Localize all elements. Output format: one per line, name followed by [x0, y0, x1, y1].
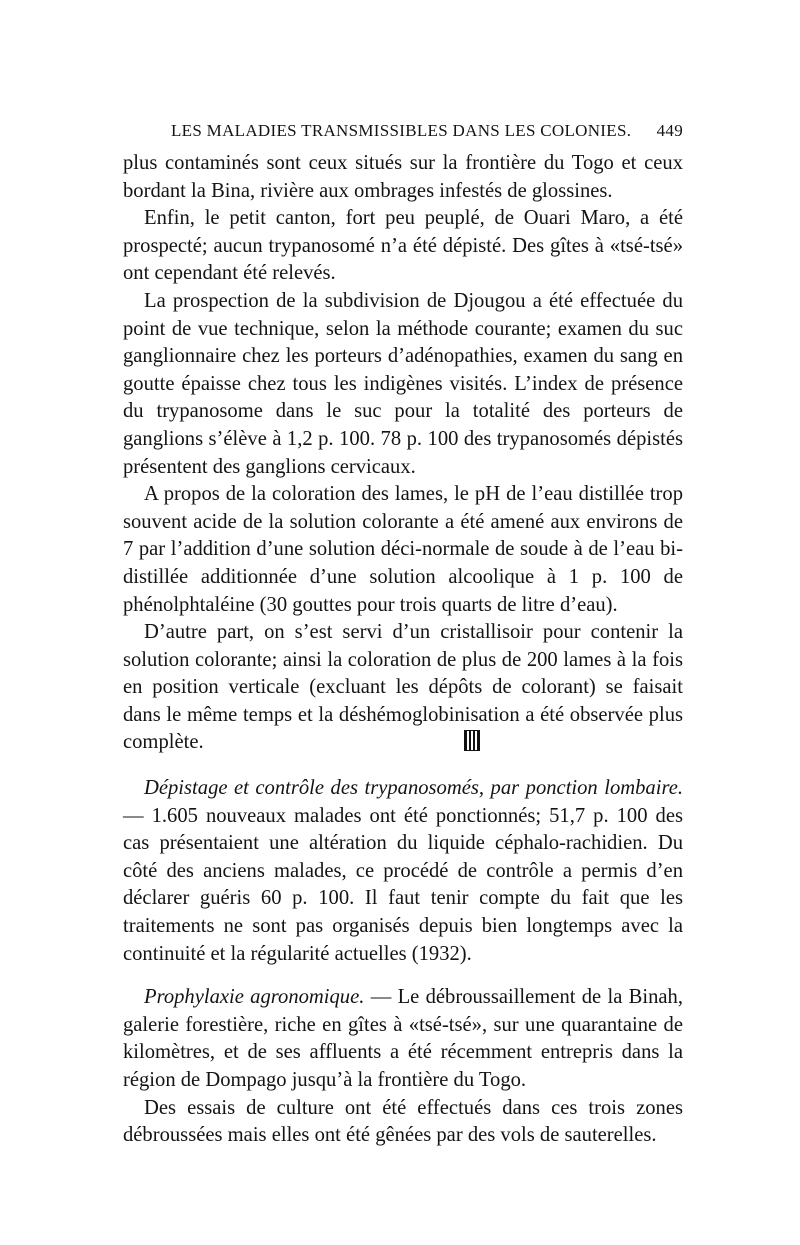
paragraph-prophylaxie — [123, 984, 683, 1094]
running-header — [123, 116, 683, 146]
paragraph-ponction-text: — 1.605 nouveaux malades ont été ponctionnés; 51,7 p. 100 des cas présentaient une altération du liquide céphalo-rachidien. Du côté des anciens malades, ce procédé de contrôle a permis d’en déclarer guéris 60 p. 100. Il faut tenir compte du fait que les traitements ne sont pas organisés depuis bien longtemps avec la continuité et la régularité actuelles (1932). — [123, 804, 683, 965]
body-text — [123, 150, 683, 1150]
running-title: LES MALADIES TRANSMISSIBLES DANS LES COLONIES. — [171, 121, 632, 140]
paragraph-cristallisoir — [123, 619, 683, 757]
paragraph-djougou-prospection: La prospection de la subdivision de Djougou a été effectuée du point de vue technique, selon la méthode courante; examen du suc ganglionnaire chez les porteurs d’adénopathies, examen du sang en goutte épaisse chez tous les indigènes visités. L’index de présence du trypanosome dans le suc pour la totalité des porteurs de ganglions s’élève à 1,2 p. 100. 78 p. 100 des trypanosomés dépistés présentent des ganglions cervicaux. — [123, 289, 683, 478]
paragraph-coloration-lames: A propos de la coloration des lames, le pH de l’eau distillée trop souvent acide de la solution colorante a été amené aux environs de 7 par l’addition d’une solution déci-normale de soude à de l’eau bi-distillée additionnée d’une solution alcoolique à 1 p. 100 de phénolphtaléine (30 gouttes pour trois quarts de litre d’eau). — [123, 483, 683, 616]
printer-mark-icon — [464, 730, 480, 751]
paragraph-ouari-maro: Enfin, le petit canton, fort peu peuplé, de Ouari Maro, a été prospecté; aucun trypanosomé n’a été dépisté. Des gîtes à «tsé-tsé» ont cependant été relevés. — [123, 207, 683, 285]
paragraph-cristallisoir-text: D’autre part, on s’est servi d’un cristallisoir pour contenir la solution colorante; ainsi la coloration de plus de 200 lames à la fois en position verticale (excluant les dépôts de colorant) se faisait dans le même temps et la déshémoglobinisation a été observée plus complète. — [123, 621, 683, 754]
paragraph-prophylaxie-text: — Le débroussaillement de la Binah, galerie forestière, riche en gîtes à «tsé-tsé», sur une quarantaine de kilomètres, et de ses affluents a été récemment entrepris dans la région de Dompago jusqu’à la frontière du Togo. — [123, 986, 683, 1091]
page-number: 449 — [656, 121, 683, 140]
section-heading-prophylaxie: Prophylaxie agronomique. — [144, 986, 365, 1009]
section-heading-ponction: Dépistage et contrôle des trypanosomés, par ponction lombaire. — [144, 777, 683, 800]
paragraph-ponction-lombaire — [123, 775, 683, 968]
paragraph-continuation: plus contaminés sont ceux situés sur la frontière du Togo et ceux bordant la Bina, rivière aux ombrages infestés de glossines. — [123, 152, 683, 202]
paragraph-essais-culture: Des essais de culture ont été effectués dans ces trois zones débroussées mais elles ont été gênées par des vols de sauterelles. — [123, 1096, 683, 1147]
